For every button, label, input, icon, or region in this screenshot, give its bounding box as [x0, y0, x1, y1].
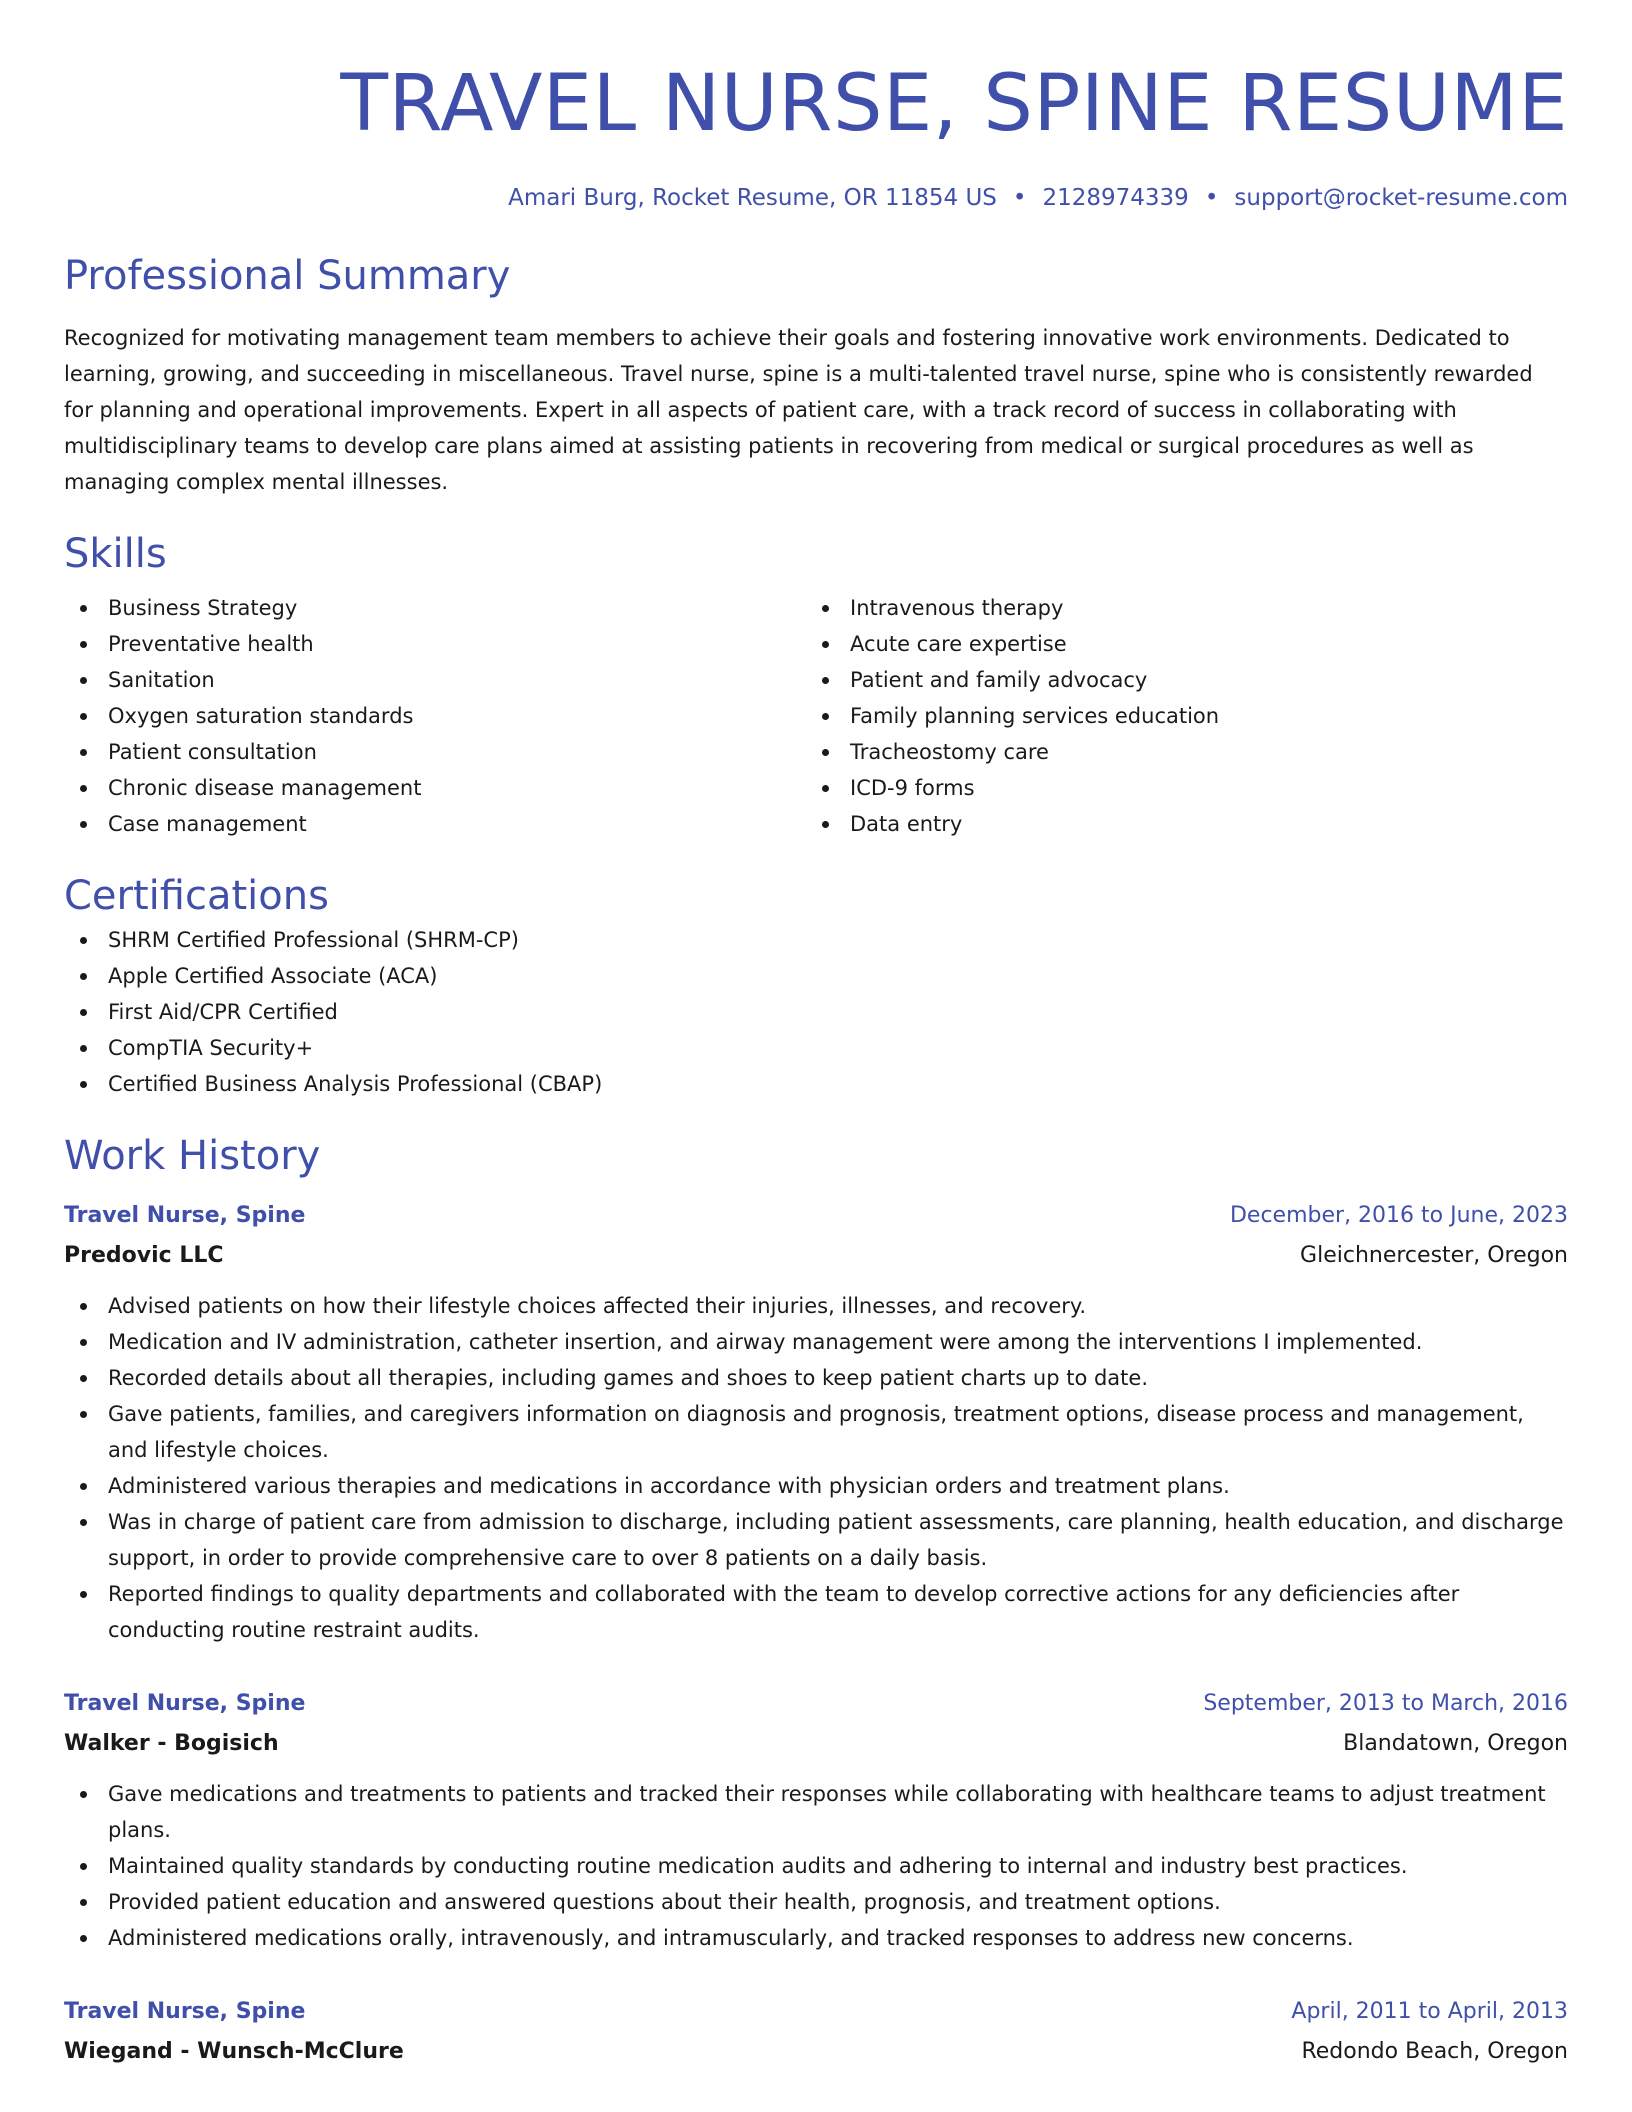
job-dates: December, 2016 to June, 2023 — [1229, 1203, 1568, 1228]
job-location: Gleichnercester, Oregon — [1300, 1243, 1568, 1268]
skill-item: Patient consultation — [64, 734, 806, 770]
contact-separator: • — [1204, 185, 1219, 211]
work-history-heading: Work History — [64, 1133, 321, 1179]
job-duty-item: Was in charge of patient care from admission to discharge, including patient assessments, care planning, health education, and discharge support, in order to provide comprehensive care to over 8 patients on a daily basis. — [64, 1504, 1568, 1576]
certifications-heading: Certifications — [64, 873, 329, 919]
job-duty-item: Maintained quality standards by conducting routine medication audits and adhering to internal and industry best practices. — [64, 1848, 1568, 1884]
summary-heading: Professional Summary — [64, 253, 511, 299]
skill-item: Oxygen saturation standards — [64, 698, 806, 734]
certification-item: First Aid/CPR Certified — [64, 994, 1568, 1030]
job-company-row — [64, 2032, 1568, 2072]
job-title: Travel Nurse, Spine — [64, 1999, 306, 2024]
job-dates: September, 2013 to March, 2016 — [1203, 1691, 1568, 1716]
contact-email: support@rocket-resume.com — [1234, 185, 1568, 211]
skill-item: Sanitation — [64, 662, 806, 698]
job-duty-item: Reported findings to quality departments and collaborated with the team to develop corrective actions for any deficiencies after conducting routine restraint audits. — [64, 1576, 1568, 1648]
job-company: Walker - Bogisich — [64, 1731, 279, 1756]
skill-item: Preventative health — [64, 626, 806, 662]
skill-item: Case management — [64, 806, 806, 842]
job-duty-item: Advised patients on how their lifestyle choices affected their injuries, illnesses, and recovery. — [64, 1288, 1568, 1324]
job-company: Wiegand - Wunsch-McClure — [64, 2039, 404, 2064]
skill-item: Tracheostomy care — [806, 734, 1548, 770]
job-company-row — [64, 1724, 1568, 1764]
certifications-list — [64, 922, 1568, 1102]
certification-item: Certified Business Analysis Professional (CBAP) — [64, 1066, 1568, 1102]
skill-item: ICD-9 forms — [806, 770, 1548, 806]
job-title: Travel Nurse, Spine — [64, 1691, 306, 1716]
job-dates: April, 2011 to April, 2013 — [1291, 1999, 1568, 2024]
certification-item: Apple Certified Associate (ACA) — [64, 958, 1568, 994]
job-duty-item: Administered various therapies and medications in accordance with physician orders and treatment plans. — [64, 1468, 1568, 1504]
job-header-row — [64, 1992, 1568, 2032]
skill-item: Data entry — [806, 806, 1548, 842]
job-duties-list — [64, 1288, 1568, 1648]
skills-list-left — [64, 590, 806, 842]
job-header-row — [64, 1196, 1568, 1236]
job-duty-item: Gave medications and treatments to patients and tracked their responses while collaborating with healthcare teams to adjust treatment plans. — [64, 1776, 1568, 1848]
job-entry — [64, 1196, 1568, 1648]
skills-list-right — [806, 590, 1548, 842]
job-duty-item: Recorded details about all therapies, including games and shoes to keep patient charts up to date. — [64, 1360, 1568, 1396]
job-title: Travel Nurse, Spine — [64, 1203, 306, 1228]
skill-item: Patient and family advocacy — [806, 662, 1548, 698]
job-duty-item: Administered medications orally, intravenously, and intramuscularly, and tracked responses to address new concerns. — [64, 1920, 1568, 1956]
job-duty-item: Gave patients, families, and caregivers information on diagnosis and prognosis, treatment options, disease process and management, and lifestyle choices. — [64, 1396, 1568, 1468]
job-company-row — [64, 1236, 1568, 1276]
skills-columns — [64, 590, 1568, 842]
resume-page — [64, 0, 1568, 2072]
job-location: Blandatown, Oregon — [1343, 1731, 1568, 1756]
skill-item: Chronic disease management — [64, 770, 806, 806]
contact-separator: • — [1012, 185, 1027, 211]
skill-item: Acute care expertise — [806, 626, 1548, 662]
summary-text: Recognized for motivating management team members to achieve their goals and fostering innovative work environments. Dedicated to learning, growing, and succeeding in miscellaneous. Travel nurse, spine is a multi-talented travel nurse, spine who is consistently rewarded for planning and operational improvements. Expert in all aspects of patient care, with a track record of success in collaborating with multidisciplinary teams to develop care plans aimed at assisting patients in recovering from medical or surgical procedures as well as managing complex mental illnesses. — [64, 326, 1533, 494]
skill-item: Family planning services education — [806, 698, 1548, 734]
certification-item: SHRM Certified Professional (SHRM-CP) — [64, 922, 1568, 958]
contact-phone: 2128974339 — [1042, 185, 1189, 211]
resume-title: TRAVEL NURSE, SPINE RESUME — [340, 59, 1568, 149]
job-header-row — [64, 1684, 1568, 1724]
job-entry — [64, 1992, 1568, 2072]
contact-line — [64, 182, 1568, 214]
skill-item: Intravenous therapy — [806, 590, 1548, 626]
contact-address: Amari Burg, Rocket Resume, OR 11854 US — [508, 185, 997, 211]
job-company: Predovic LLC — [64, 1243, 224, 1268]
job-entry — [64, 1684, 1568, 1956]
skill-item: Business Strategy — [64, 590, 806, 626]
job-duties-list — [64, 1776, 1568, 1956]
certification-item: CompTIA Security+ — [64, 1030, 1568, 1066]
skills-heading: Skills — [64, 531, 167, 577]
job-duty-item: Medication and IV administration, catheter insertion, and airway management were among the interventions I implemented. — [64, 1324, 1568, 1360]
job-location: Redondo Beach, Oregon — [1301, 2039, 1568, 2064]
job-duty-item: Provided patient education and answered questions about their health, prognosis, and treatment options. — [64, 1884, 1568, 1920]
